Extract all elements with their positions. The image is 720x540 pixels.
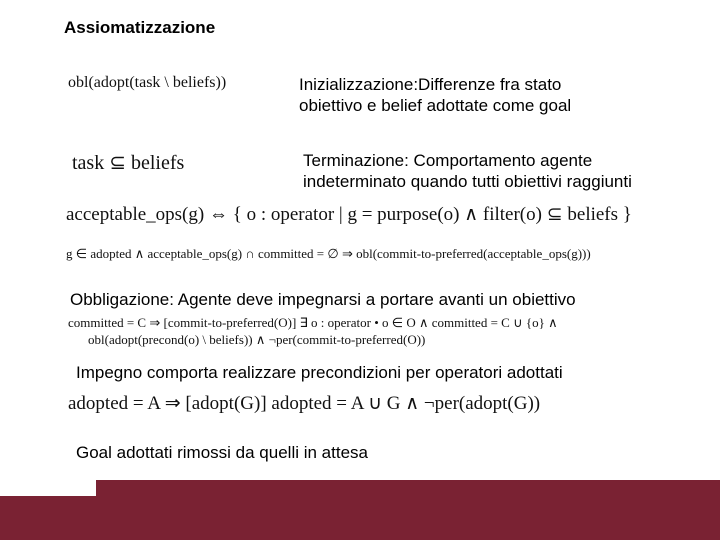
formula-adopted-update: adopted = A ⇒ [adopt(G)] adopted = A ∪ G ∧ ¬per(adopt(G)) xyxy=(68,393,541,414)
note-obbligazione: Obbligazione: Agente deve impegnarsi a portare avanti un obiettivo xyxy=(70,290,576,309)
note-inizializzazione-line1: Inizializzazione:Differenze fra stato xyxy=(299,75,562,94)
note-terminazione-line2: indeterminato quando tutti obiettivi raggiunti xyxy=(303,172,632,191)
footer-bar xyxy=(0,480,720,540)
slide-title: Assiomatizzazione xyxy=(64,18,216,37)
formula-committed-line2: obl(adopt(precond(o) \ beliefs)) ∧ ¬per(commit-to-preferred(O)) xyxy=(88,332,426,347)
formula-adopted-commit: g ∈ adopted ∧ acceptable_ops(g) ∩ committed = ∅ ⇒ obl(commit-to-preferred(acceptable_ops(g))) xyxy=(66,246,591,261)
note-terminazione xyxy=(303,150,632,192)
formula-committed-line1: committed = C ⇒ [commit-to-preferred(O)] ∃ o : operator • o ∈ O ∧ committed = C ∪ {o} ∧ xyxy=(68,315,558,330)
footer-notch xyxy=(0,480,96,496)
note-terminazione-line1: Terminazione: Comportamento agente xyxy=(303,151,593,170)
note-goal-adottati: Goal adottati rimossi da quelli in attesa xyxy=(76,443,368,462)
formula-committed xyxy=(68,314,558,348)
note-inizializzazione-line2: obiettivo e belief adottate come goal xyxy=(299,96,572,115)
formula-acceptable-ops: acceptable_ops(g) ⇔ { o : operator | g = purpose(o) ∧ filter(o) ⊆ beliefs } xyxy=(66,204,632,225)
formula-obl-adopt: obl(adopt(task \ beliefs)) xyxy=(68,74,227,91)
note-inizializzazione xyxy=(299,74,571,116)
formula-task-subset-beliefs: task ⊆ beliefs xyxy=(72,152,185,174)
note-impegno: Impegno comporta realizzare precondizioni per operatori adottati xyxy=(76,363,563,382)
